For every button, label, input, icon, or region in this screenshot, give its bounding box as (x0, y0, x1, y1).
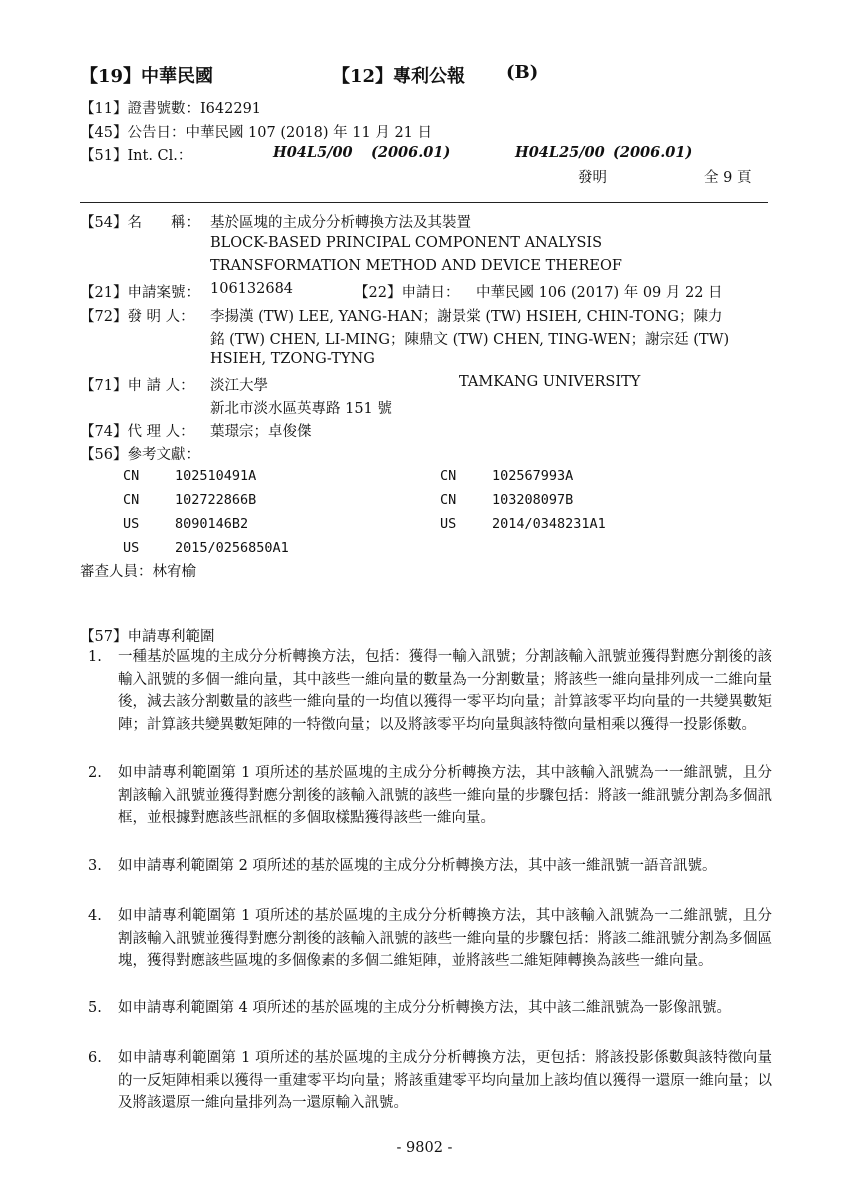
int-cl-label: 【51】Int. Cl.： (80, 148, 193, 164)
claim-number: 2. (88, 765, 102, 781)
claim-text: 如申請專利範圍第 1 項所述的基於區塊的主成分分析轉換方法，其中該輸入訊號為一一維訊號，且分割該輸入訊號並獲得對應分割後的該輸入訊號的該些一維向量的步驟包括：將該一維訊號分割為多個訊框，並根據對應該些訊框的多個取樣點獲得該些一維向量。 (118, 765, 772, 826)
applicant-en: TAMKANG UNIVERSITY (459, 374, 641, 390)
title-zh: 基於區塊的主成分分析轉換方法及其裝置 (210, 215, 471, 231)
agents-label: 【74】代 理 人： (80, 424, 195, 440)
publication-date-row (80, 121, 432, 142)
publication-date: 中華民國 107 (2018) 年 11 月 21 日 (185, 125, 433, 141)
ipc-date-1: (2006.01) (371, 144, 451, 161)
title-label: 【54】名 稱： (80, 215, 200, 231)
references-label: 【56】參考文獻： (80, 447, 200, 463)
publication-date-label: 【45】公告日： (80, 125, 186, 141)
claim-item (88, 905, 772, 973)
claim-item (88, 646, 772, 736)
certificate-number-label: 【11】證書號數： (80, 101, 200, 117)
applicant-label: 【71】申 請 人： (80, 378, 195, 394)
claim-number: 1. (88, 649, 102, 665)
reference-number: 103208097B (492, 492, 574, 508)
code-19-country: 【19】中華民國 (80, 66, 214, 87)
reference-country: CN (440, 468, 457, 484)
claim-text: 如申請專利範圍第 1 項所述的基於區塊的主成分分析轉換方法，更包括：將該投影係數與該特徵向量的一反矩陣相乘以獲得一重建零平均向量；將該重建零平均向量加上該均值以獲得一還原一維向量；以及將該還原一維向量排列為一還原輸入訊號。 (118, 1050, 772, 1111)
claim-number: 4. (88, 908, 102, 924)
inventors-line-2: 銘 (TW) CHEN, LI-MING；陳鼎文 (TW) CHEN, TING-WEN；謝宗廷 (TW) (210, 332, 730, 348)
application-number: 106132684 (210, 281, 294, 297)
reference-country: US (440, 516, 457, 532)
reference-country: CN (123, 492, 140, 508)
claims-heading: 【57】申請專利範圍 (80, 629, 215, 645)
application-number-label: 【21】申請案號： (80, 285, 200, 301)
patent-type: 發明 (578, 170, 607, 186)
header-divider (80, 202, 768, 203)
applicant-zh: 淡江大學 (210, 378, 268, 394)
claim-number: 6. (88, 1050, 102, 1066)
reference-country: CN (440, 492, 457, 508)
inventors-line-1: 李揚漢 (TW) LEE, YANG-HAN；謝景棠 (TW) HSIEH, CHIN-TONG；陳力 (210, 309, 723, 325)
claim-text: 如申請專利範圍第 4 項所述的基於區塊的主成分分析轉換方法，其中該二維訊號為一影像訊號。 (118, 1000, 731, 1016)
reference-number: 2014/0348231A1 (492, 516, 606, 532)
ipc-code-2: H04L25/00 (515, 144, 605, 161)
certificate-number-row (80, 97, 261, 118)
filing-date-label: 【22】申請日： (354, 285, 460, 301)
total-pages: 全 9 頁 (704, 170, 752, 186)
reference-number: 102567993A (492, 468, 574, 484)
reference-country: US (123, 540, 140, 556)
inventors-label: 【72】發 明 人： (80, 309, 195, 325)
ipc-code-1: H04L5/00 (273, 144, 353, 161)
reference-number: 8090146B2 (175, 516, 249, 532)
claim-number: 3. (88, 858, 102, 874)
filing-date: 中華民國 106 (2017) 年 09 月 22 日 (476, 285, 723, 301)
title-en-line-1: BLOCK-BASED PRINCIPAL COMPONENT ANALYSIS (210, 235, 603, 251)
examiner: 審查人員：林宥榆 (80, 564, 196, 580)
reference-number: 2015/0256850A1 (175, 540, 289, 556)
inventors-line-3: HSIEH, TZONG-TYNG (210, 351, 375, 367)
code-12-gazette: 【12】專利公報 (332, 66, 466, 87)
claim-text: 一種基於區塊的主成分分析轉換方法，包括：獲得一輸入訊號；分割該輸入訊號並獲得對應分割後的該輸入訊號的多個一維向量，其中該些一維向量的數量為一分割數量；將該些一維向量排列成一二維向量後，減去該分割數量的該些一維向量的一均值以獲得一零平均向量；計算該零平均向量的一共變異數矩陣；計算該共變異數矩陣的一特徵向量；以及將該零平均向量與該特徵向量相乘以獲得一投影係數。 (118, 649, 772, 733)
reference-country: US (123, 516, 140, 532)
claim-item (88, 1047, 772, 1115)
page-number: - 9802 - (396, 1140, 453, 1156)
agents: 葉璟宗；卓俊傑 (210, 424, 312, 440)
claim-item (88, 762, 772, 830)
reference-number: 102510491A (175, 468, 257, 484)
claim-text: 如申請專利範圍第 1 項所述的基於區塊的主成分分析轉換方法，其中該輸入訊號為一二維訊號，且分割該輸入訊號並獲得對應分割後的該輸入訊號的該些一維向量的步驟包括：將該二維訊號分割為多個區塊，獲得對應該些區塊的多個像素的多個二維矩陣，並將該些二維矩陣轉換為該些一維向量。 (118, 908, 772, 969)
certificate-number: I642291 (199, 101, 262, 117)
reference-number: 102722866B (175, 492, 257, 508)
applicant-address: 新北市淡水區英專路 151 號 (210, 401, 392, 417)
claim-number: 5. (88, 1000, 102, 1016)
claim-item (88, 855, 772, 878)
claim-text: 如申請專利範圍第 2 項所述的基於區塊的主成分分析轉換方法，其中該一維訊號一語音訊號。 (118, 858, 717, 874)
claim-item (88, 997, 772, 1020)
reference-country: CN (123, 468, 140, 484)
kind-code: (B) (506, 62, 539, 83)
title-en-line-2: TRANSFORMATION METHOD AND DEVICE THEREOF (210, 258, 622, 274)
ipc-date-2: (2006.01) (613, 144, 693, 161)
